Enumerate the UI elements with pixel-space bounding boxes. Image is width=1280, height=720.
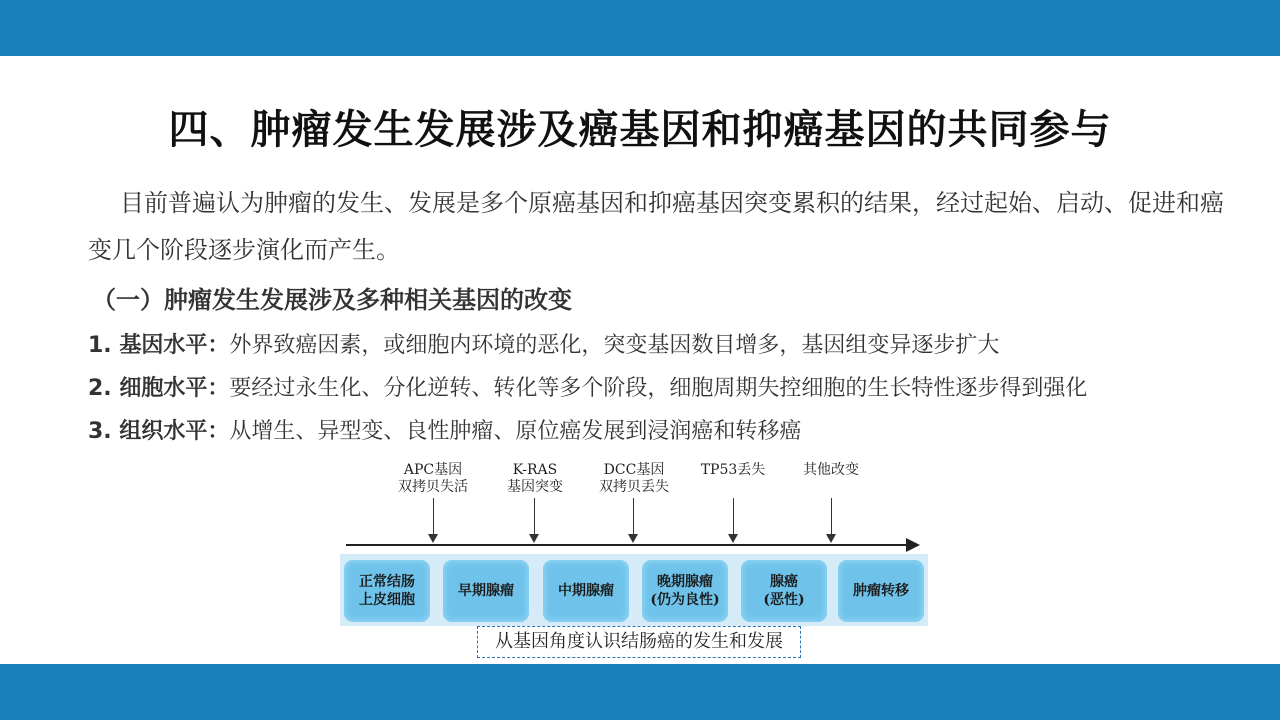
colon-cancer-progression-diagram (340, 452, 930, 630)
stage-early-adenoma (443, 560, 529, 622)
down-arrow-line (633, 498, 634, 536)
down-arrow-icon (826, 534, 836, 543)
stage-adenocarcinoma (741, 560, 827, 622)
down-arrow-icon (628, 534, 638, 543)
item-text: 外界致癌因素，或细胞内环境的恶化，突变基因数目增多，基因组变异逐步扩大 (229, 333, 1000, 358)
event-label: 其他改变 (803, 462, 859, 478)
stage-label: 中期腺瘤 (558, 583, 614, 599)
intro-paragraph: 目前普遍认为肿瘤的发生、发展是多个原癌基因和抑癌基因突变累积的结果，经过起始、启动、促进和癌变几个阶段逐步演化而产生。 (88, 189, 1224, 264)
item-label: 1. 基因水平： (88, 333, 230, 358)
event-label: K-RAS (512, 462, 558, 478)
event-dcc (584, 462, 684, 496)
down-arrow-icon (428, 534, 438, 543)
stage-label: 正常结肠 (359, 574, 415, 590)
event-label: APC基因 (403, 462, 463, 478)
down-arrow-icon (529, 534, 539, 543)
stage-label: (恶性) (763, 592, 805, 608)
item-label: 2. 细胞水平： (88, 376, 230, 401)
event-label: 双拷贝失活 (398, 479, 468, 495)
stage-label: 早期腺瘤 (458, 583, 514, 599)
event-label: 基因突变 (507, 479, 563, 495)
stage-label: (仍为良性) (650, 592, 720, 608)
section-heading: （一）肿瘤发生发展涉及多种相关基因的改变 (92, 286, 572, 314)
stage-metastasis (838, 560, 924, 622)
stage-label: 腺癌 (770, 574, 798, 590)
down-arrow-line (433, 498, 434, 536)
stage-label: 肿瘤转移 (853, 583, 909, 599)
down-arrow-icon (728, 534, 738, 543)
down-arrow-line (733, 498, 734, 536)
stage-mid-adenoma (543, 560, 629, 622)
event-apc (383, 462, 483, 496)
event-label: DCC基因 (603, 462, 665, 478)
list-item (88, 371, 1087, 402)
down-arrow-line (534, 498, 535, 536)
event-kras (485, 462, 585, 496)
top-banner (0, 0, 1280, 56)
event-other (781, 462, 881, 479)
timeline-arrow-line (346, 544, 908, 546)
list-item (88, 414, 801, 445)
bottom-banner (0, 664, 1280, 720)
stage-late-adenoma (642, 560, 728, 622)
stage-label: 上皮细胞 (359, 592, 415, 608)
right-arrow-icon (906, 538, 920, 552)
down-arrow-line (831, 498, 832, 536)
stage-label: 晚期腺瘤 (657, 574, 713, 590)
item-text: 要经过永生化、分化逆转、转化等多个阶段，细胞周期失控细胞的生长特性逐步得到强化 (229, 376, 1088, 401)
item-text: 从增生、异型变、良性肿瘤、原位癌发展到浸润癌和转移癌 (229, 419, 802, 444)
event-label: TP53丢失 (700, 462, 766, 478)
slide-title: 四、肿瘤发生发展涉及癌基因和抑癌基因的共同参与 (168, 107, 1112, 153)
event-label: 双拷贝丢失 (599, 479, 669, 495)
event-tp53 (683, 462, 783, 479)
list-item (88, 328, 999, 359)
diagram-caption: 从基因角度认识结肠癌的发生和发展 (477, 626, 801, 658)
stage-normal (344, 560, 430, 622)
item-label: 3. 组织水平： (88, 419, 230, 444)
